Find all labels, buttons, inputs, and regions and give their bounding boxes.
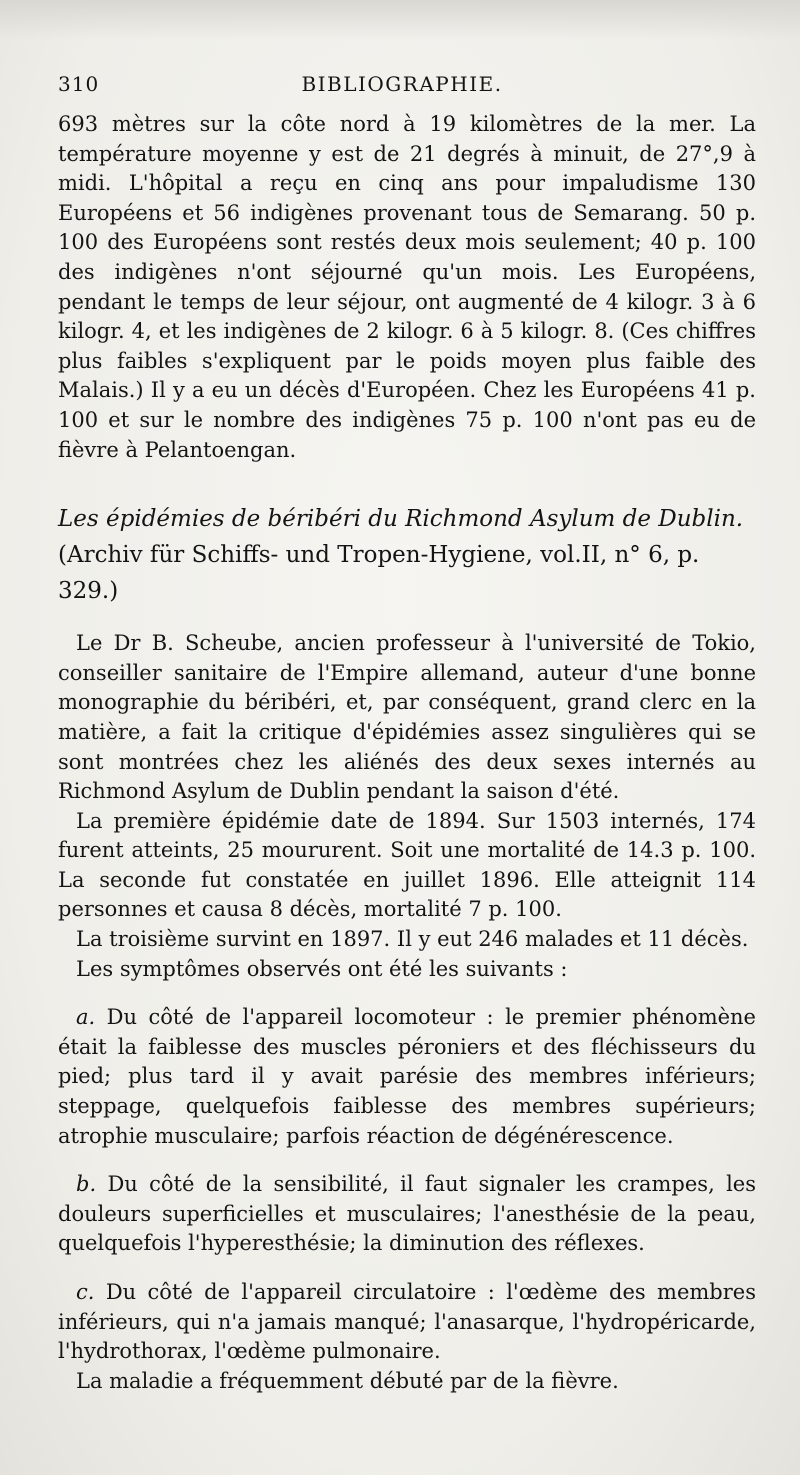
section-c-text: Du côté de l'appareil circulatoire : l'œdème des membres inférieurs, qui n'a jamais manqué; l'anasarque, l'hydropéricarde, l'hydrothorax, l'œdème pulmonaire.	[58, 1280, 756, 1364]
section-a	[58, 1003, 756, 1151]
page-body	[58, 110, 756, 1396]
closing-paragraph: La maladie a fréquemment débuté par de la fièvre.	[76, 1368, 619, 1393]
section-b	[58, 1170, 756, 1259]
section-a-label: a.	[76, 1005, 96, 1030]
section-a-text: Du côté de l'appareil locomoteur : le premier phénomène était la faiblesse des muscles péroniers et des fléchisseurs du pied; plus tard il y avait parésie des membres inférieurs; steppage, quelquefois faiblesse des membres supérieurs; atrophie musculaire; parfois réaction de dégénérescence.	[58, 1005, 756, 1148]
section-c-label: c.	[76, 1280, 95, 1304]
paragraph-scheube: Le Dr B. Scheube, ancien professeur à l'université de Tokio, conseiller sanitaire de l'Empire allemand, auteur d'une bonne monographie du béribéri, et, par conséquent, grand clerc en la matière, a fait la critique d'épidémies assez singulières qui se sont montrées chez les aliénés des deux sexes internés au Richmond Asylum de Dublin pendant la saison d'été.	[58, 631, 756, 804]
section-c	[58, 1278, 756, 1367]
section-b-label: b.	[76, 1172, 97, 1197]
paragraph-third-epidemic: La troisième survint en 1897. Il y eut 246 malades et 11 décès.	[76, 927, 749, 952]
page-top-shadow	[0, 0, 800, 40]
page-number: 310	[58, 72, 100, 96]
intro-paragraph: 693 mètres sur la côte nord à 19 kilomètres de la mer. La température moyenne y est de 21 degrés à minuit, de 27°,9 à midi. L'hôpital a reçu en cinq ans pour impaludisme 130 Européens et 56 indigènes provenant tous de Semarang. 50 p. 100 des Européens sont restés deux mois seulement; 40 p. 100 des indigènes n'ont séjourné qu'un mois. Les Européens, pendant le temps de leur séjour, ont augmenté de 4 kilogr. 3 à 6 kilogr. 4, et les indigènes de 2 kilogr. 6 à 5 kilogr. 8. (Ces chiffres plus faibles s'expliquent par le poids moyen plus faible des Malais.) Il y a eu un décès d'Européen. Chez les Européens 41 p. 100 et sur le nombre des indigènes 75 p. 100 n'ont pas eu de fièvre à Pelantoengan.	[58, 112, 756, 462]
article-title	[58, 501, 756, 609]
section-b-text: Du côté de la sensibilité, il faut signaler les crampes, les douleurs superficielles et musculaires; l'anesthésie de la peau, quelquefois l'hyperesthésie; la diminution des réflexes.	[58, 1172, 756, 1256]
paragraph-symptoms-intro: Les symptômes observés ont été les suivants :	[76, 956, 568, 981]
page-header	[58, 72, 746, 102]
article-title-italic: Les épidémies de béribéri du Richmond Asylum de Dublin.	[58, 506, 744, 533]
paragraph-first-epidemic: La première épidémie date de 1894. Sur 1503 internés, 174 furent atteints, 25 moururent. Soit une mortalité de 14.3 p. 100. La seconde fut constatée en juillet 1896. Elle atteignit 114 personnes et causa 8 décès, mortalité 7 p. 100.	[58, 808, 756, 922]
article-title-reference: (Archiv für Schiffs- und Tropen-Hygiene, vol.II, n° 6, p. 329.)	[58, 542, 700, 605]
running-title: BIBLIOGRAPHIE.	[301, 72, 503, 96]
